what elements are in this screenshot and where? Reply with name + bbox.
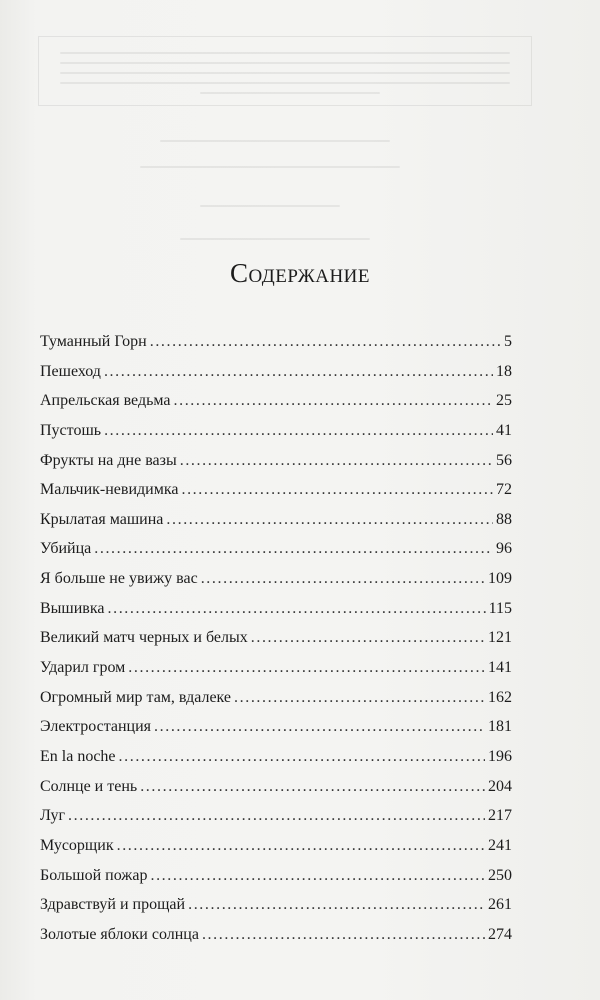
toc-entry [40, 422, 512, 452]
toc-entry [40, 600, 512, 630]
bleed-through-line [60, 72, 510, 74]
toc-leader-dots [119, 748, 485, 766]
toc-entry [40, 689, 512, 719]
toc-entry-title: Ударил гром [40, 659, 126, 677]
toc-entry-title: Электростанция [40, 718, 152, 736]
toc-entry [40, 333, 512, 363]
toc-entry-page-number: 115 [488, 599, 512, 617]
page-title: Содержание [229, 258, 371, 288]
toc-entry-title: Луг [40, 807, 66, 825]
toc-leader-dots [188, 896, 485, 914]
toc-leader-dots [251, 629, 485, 647]
toc-leader-dots [181, 481, 493, 499]
toc-entry-page-number: 204 [488, 777, 512, 795]
toc-entry [40, 511, 512, 541]
toc-leader-dots [117, 837, 485, 855]
toc-entry-page-number: 217 [488, 807, 512, 825]
toc-entry-page-number: 162 [488, 688, 512, 706]
toc-entry-title: Убийца [40, 540, 92, 558]
toc-entry [40, 659, 512, 689]
toc-entry-title: Золотые яблоки солнца [40, 925, 199, 943]
toc-entry-page-number: 196 [488, 747, 512, 765]
toc-entry-page-number: 5 [504, 333, 512, 350]
toc-leader-dots [150, 867, 485, 885]
toc-entry-title: Мусорщик [40, 836, 114, 854]
toc-entry-page-number: 241 [488, 836, 512, 854]
toc-leader-dots [68, 807, 485, 825]
toc-entry-title: Фрукты на дне вазы [40, 451, 177, 469]
toc-entry-title: Вышивка [40, 599, 105, 617]
toc-entry-title: Я больше не увижу вас [40, 570, 198, 588]
toc-entry [40, 926, 512, 956]
toc-entry [40, 718, 512, 748]
toc-leader-dots [201, 570, 485, 588]
toc-entry-page-number: 25 [496, 392, 512, 410]
toc-entry [40, 363, 512, 393]
bleed-through-line [200, 205, 340, 207]
toc-entry-title: En la noche [40, 747, 116, 765]
bleed-through-line [60, 52, 510, 54]
toc-entry [40, 481, 512, 511]
table-of-contents [40, 333, 512, 955]
toc-entry-page-number: 88 [496, 510, 512, 528]
toc-entry-title: Большой пожар [40, 866, 148, 884]
toc-leader-dots [128, 659, 485, 677]
toc-entry-page-number: 121 [488, 629, 512, 647]
toc-leader-dots [108, 600, 486, 618]
toc-entry-page-number: 250 [488, 866, 512, 884]
toc-entry-page-number: 141 [488, 659, 512, 677]
toc-entry [40, 867, 512, 897]
toc-entry-page-number: 181 [488, 718, 512, 736]
toc-entry-title: Солнце и тень [40, 777, 138, 795]
toc-leader-dots [174, 392, 494, 410]
toc-entry [40, 570, 512, 600]
toc-entry-title: Крылатая машина [40, 510, 164, 528]
bleed-through-line [140, 166, 400, 168]
toc-leader-dots [104, 422, 493, 440]
bleed-through-line [60, 82, 510, 84]
toc-entry-title: Великий матч черных и белых [40, 629, 248, 647]
toc-entry [40, 540, 512, 570]
toc-entry [40, 896, 512, 926]
toc-entry [40, 392, 512, 422]
bleed-through-line [200, 92, 380, 94]
toc-entry-title: Туманный Горн [40, 333, 147, 350]
bleed-through-line [60, 62, 510, 64]
toc-entry-page-number: 72 [496, 481, 512, 499]
toc-entry-title: Пустошь [40, 421, 102, 439]
toc-entry-title: Мальчик-невидимка [40, 481, 179, 499]
toc-entry-page-number: 261 [488, 896, 512, 914]
toc-leader-dots [104, 363, 493, 381]
toc-entry [40, 748, 512, 778]
toc-leader-dots [150, 333, 501, 351]
toc-entry-page-number: 18 [496, 362, 512, 380]
toc-entry [40, 807, 512, 837]
toc-entry-page-number: 96 [496, 540, 512, 558]
toc-entry-title: Апрельская ведьма [40, 392, 171, 410]
toc-entry [40, 778, 512, 808]
toc-leader-dots [166, 511, 493, 529]
toc-entry-page-number: 56 [496, 451, 512, 469]
toc-leader-dots [202, 926, 485, 944]
toc-leader-dots [94, 540, 493, 558]
toc-entry [40, 837, 512, 867]
toc-entry-page-number: 274 [488, 925, 512, 943]
bleed-through-line [160, 140, 390, 142]
toc-entry-page-number: 109 [488, 570, 512, 588]
toc-leader-dots [140, 778, 485, 796]
toc-leader-dots [154, 718, 485, 736]
toc-entry-page-number: 41 [496, 421, 512, 439]
toc-entry [40, 629, 512, 659]
toc-leader-dots [234, 689, 485, 707]
toc-leader-dots [180, 452, 493, 470]
toc-entry-title: Здравствуй и прощай [40, 896, 186, 914]
toc-entry-title: Пешеход [40, 362, 101, 380]
bleed-through-block [38, 36, 532, 106]
toc-entry [40, 452, 512, 482]
bleed-through-line [180, 238, 370, 240]
toc-entry-title: Огромный мир там, вдалеке [40, 688, 232, 706]
